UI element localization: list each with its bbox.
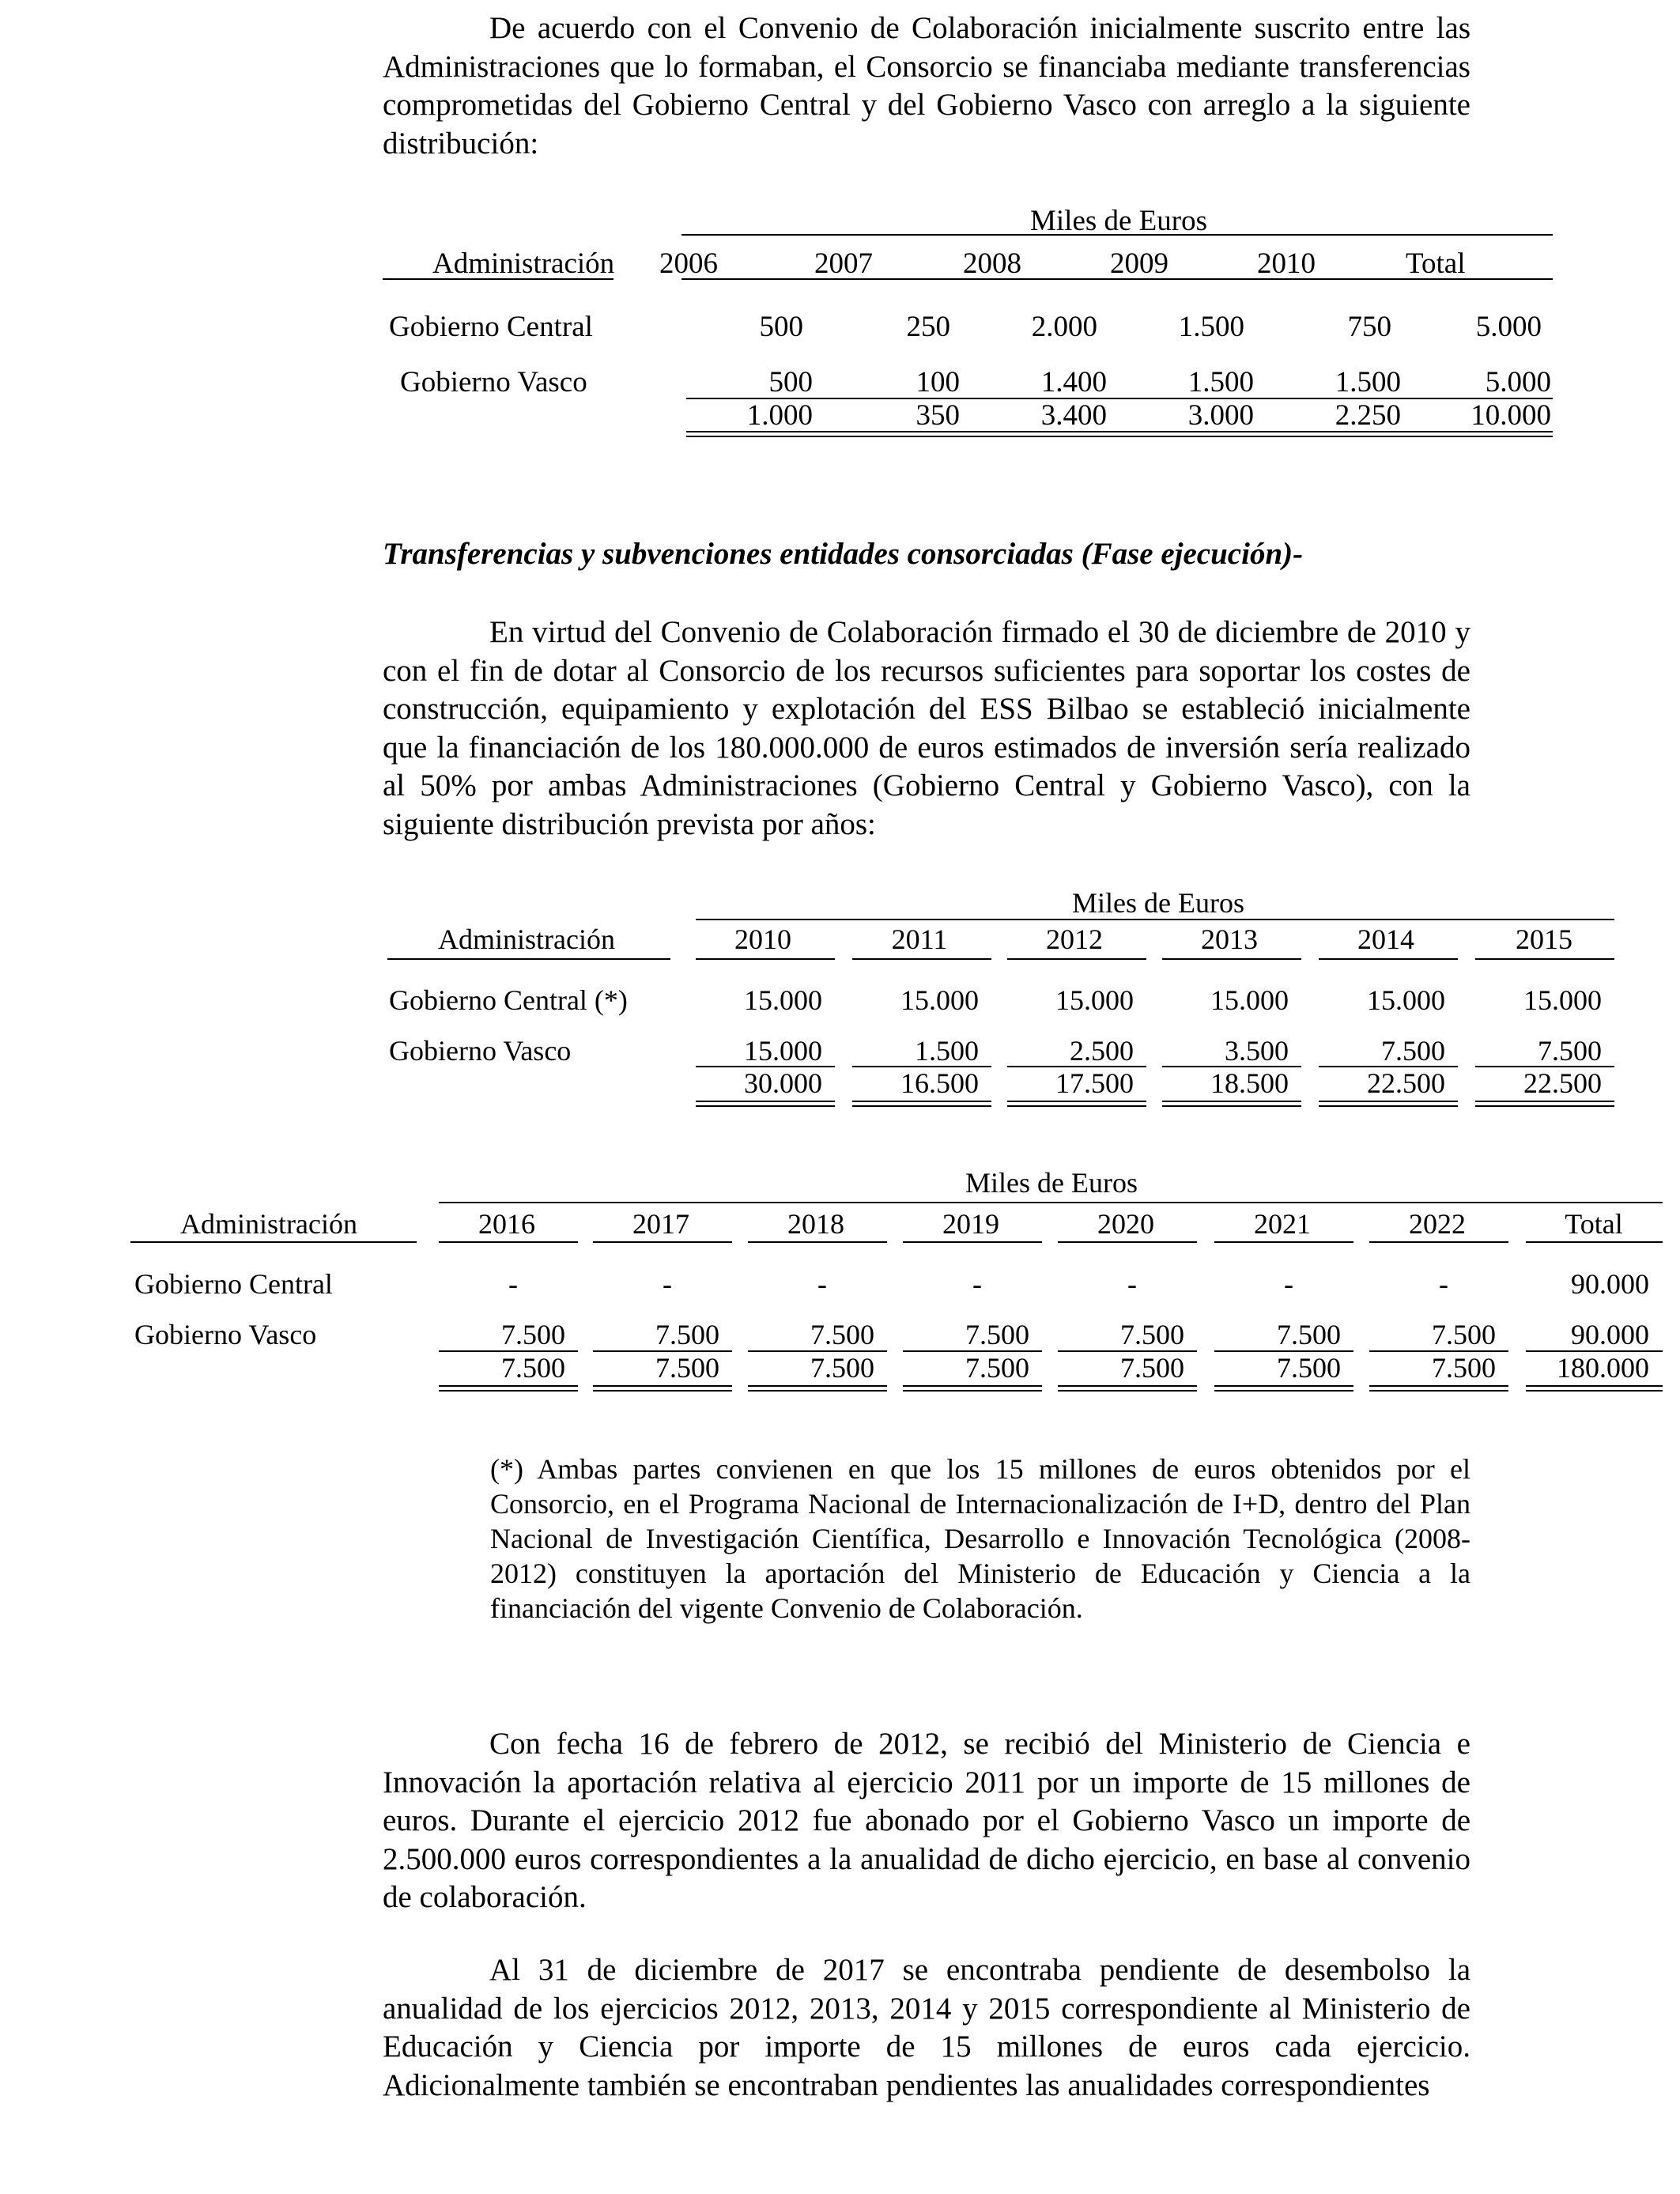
table1-subtotal-rule [686, 398, 1553, 399]
table3-unit-label: Miles de Euros [965, 1167, 1138, 1199]
table3-col-rule [1369, 1241, 1508, 1243]
table3-total-rule [748, 1385, 887, 1387]
table2-admin-rule [387, 958, 670, 960]
intro-paragraph [383, 9, 1470, 163]
table3-col-rule [903, 1241, 1042, 1243]
table2-total-cell: 22.500 [1523, 1067, 1602, 1099]
table3-total-rule-double [439, 1390, 578, 1392]
table3-header-2019: 2019 [942, 1208, 999, 1240]
table3-unit-rule [439, 1202, 1663, 1203]
table1-cell: 1.500 [1335, 366, 1401, 398]
table3-total-rule [1369, 1385, 1508, 1387]
table3-header-2018: 2018 [787, 1208, 844, 1240]
table3-cell: - [1284, 1268, 1293, 1300]
table1-unit-rule [681, 234, 1553, 236]
table2-cell: 15.000 [1210, 984, 1289, 1016]
table3-header-2020: 2020 [1097, 1208, 1154, 1240]
table1-cell: 500 [768, 366, 813, 398]
table2-cell: 1.500 [915, 1035, 979, 1067]
table1-row-label-vasco: Gobierno Vasco [400, 366, 587, 398]
table1-cell: 500 [759, 311, 803, 343]
table2-header-2014: 2014 [1357, 923, 1414, 955]
table3-total-cell: 7.500 [501, 1352, 565, 1384]
table2-total-rule [1162, 1101, 1301, 1102]
table2-cell: 15.000 [1367, 984, 1445, 1016]
table3-admin-rule [130, 1241, 417, 1243]
table3-cell: 90.000 [1571, 1319, 1649, 1350]
table3-col-rule [439, 1241, 578, 1243]
table2-total-rule-double [852, 1105, 991, 1107]
table2-header-2013: 2013 [1201, 923, 1258, 955]
table3-total-cell: 180.000 [1557, 1352, 1649, 1384]
table3-cell: 90.000 [1571, 1268, 1649, 1300]
table2-col-rule [1007, 958, 1146, 960]
table1-cell: 5.000 [1475, 311, 1542, 343]
table3-cell: 7.500 [1432, 1319, 1496, 1350]
table3-total-rule [1214, 1385, 1353, 1387]
table3-total-cell: 7.500 [1432, 1352, 1496, 1384]
table3-cell: 7.500 [501, 1319, 565, 1350]
table3-total-rule [1526, 1385, 1663, 1387]
table3-col-rule [1058, 1241, 1197, 1243]
table1-cell: 1.500 [1187, 366, 1254, 398]
table3-total-rule-double [1058, 1390, 1197, 1392]
table2-cell: 2.500 [1070, 1035, 1134, 1067]
table2-col-rule [852, 958, 991, 960]
table1-cell: 1.500 [1178, 311, 1244, 343]
table3-header-total: Total [1565, 1208, 1623, 1240]
table1-cell: 5.000 [1485, 366, 1551, 398]
table2-unit-label: Miles de Euros [1072, 887, 1244, 919]
table3-cell: 7.500 [965, 1319, 1029, 1350]
table1-unit-label: Miles de Euros [1029, 205, 1208, 237]
table1-header-total: Total [1406, 247, 1466, 280]
table2-header-2012: 2012 [1046, 923, 1103, 955]
table2-total-rule-double [1475, 1105, 1614, 1107]
table2-row-label-central: Gobierno Central (*) [389, 984, 628, 1016]
table3-col-rule [748, 1241, 887, 1243]
pendiente-paragraph [383, 1951, 1470, 2105]
table2-total-rule [696, 1101, 835, 1102]
convenio-paragraph [383, 614, 1470, 844]
table3-col-rule [593, 1241, 732, 1243]
pendiente-paragraph-text: Al 31 de diciembre de 2017 se encontraba pendiente de desembolso la anualidad de los ejercicios 2012, 2013, 2014 y 2015 correspondiente al Ministerio de Educación y Ciencia por importe de 15 millones de euros cada ejercicio. Adicionalmente también se encontraban pendientes las anualidades correspondientes [383, 1953, 1470, 2102]
table1-total-cell: 2.250 [1335, 399, 1401, 432]
table3-col-rule [1214, 1241, 1353, 1243]
table3-total-rule-double [593, 1390, 732, 1392]
ministerio-paragraph [383, 1725, 1470, 1917]
ministerio-paragraph-text: Con fecha 16 de febrero de 2012, se recibió del Ministerio de Ciencia e Innovación la aportación relativa al ejercicio 2011 por un importe de 15 millones de euros. Durante el ejercicio 2012 fue abonado por el Gobierno Vasco un importe de 2.500.000 euros correspondientes a la anualidad de dicho ejercicio, en base al convenio de colaboración. [383, 1727, 1470, 1914]
section-heading: Transferencias y subvenciones entidades consorciadas (Fase ejecución)- [383, 537, 1304, 571]
table2-total-rule-double [1319, 1105, 1458, 1107]
table3-total-cell: 7.500 [1277, 1352, 1341, 1384]
table1-total-cell: 3.400 [1040, 399, 1107, 432]
table3-cell: - [663, 1268, 672, 1300]
table3-cell: 7.500 [1277, 1319, 1341, 1350]
table1-header-2006: 2006 [659, 247, 718, 280]
table2-total-cell: 16.500 [900, 1067, 979, 1099]
table1-total-rule [686, 431, 1553, 432]
table3-total-rule [1058, 1385, 1197, 1387]
footnote: (*) Ambas partes convienen en que los 15 millones de euros obtenidos por el Consorcio, en el Programa Nacional de Internacionalización de I+D, dentro del Plan Nacional de Investigación Científica, Desarrollo e Innovación Tecnológica (2008-2012) constituyen la aportación del Ministerio de Educación y Ciencia a la financiación del vigente Convenio de Colaboración. [490, 1453, 1470, 1624]
table3-row-label-vasco: Gobierno Vasco [134, 1319, 317, 1350]
table3-cell: 7.500 [810, 1319, 874, 1350]
table2-cell: 15.000 [1055, 984, 1134, 1016]
table3-header-2022: 2022 [1409, 1208, 1466, 1240]
table2-total-cell: 18.500 [1210, 1067, 1289, 1099]
table3-row-label-central: Gobierno Central [134, 1268, 333, 1300]
table2-cell: 7.500 [1538, 1035, 1602, 1067]
table1-total-cell: 3.000 [1187, 399, 1254, 432]
table3-total-cell: 7.500 [1120, 1352, 1184, 1384]
table2-col-rule [696, 958, 835, 960]
table1-cell: 2.000 [1031, 311, 1097, 343]
table2-total-cell: 17.500 [1055, 1067, 1134, 1099]
table3-cell: 7.500 [1120, 1319, 1184, 1350]
table2-cell: 15.000 [900, 984, 979, 1016]
table2-header-2010: 2010 [734, 923, 791, 955]
table1-cell: 100 [916, 366, 960, 398]
table3-header-2017: 2017 [632, 1208, 689, 1240]
table2-col-rule [1319, 958, 1458, 960]
table2-total-rule-double [1162, 1105, 1301, 1107]
table3-admin-header: Administración [180, 1208, 357, 1240]
convenio-paragraph-text: En virtud del Convenio de Colaboración firmado el 30 de diciembre de 2010 y con el fin de dotar al Consorcio de los recursos suficientes para soportar los costes de construcción, equipamiento y explotación del ESS Bilbao se estableció inicialmente que la financiación de los 180.000.000 de euros estimados de inversión sería realizado al 50% por ambas Administraciones (Gobierno Central y Gobierno Vasco), con la siguiente distribución prevista por años: [383, 615, 1470, 841]
table2-total-rule [1475, 1101, 1614, 1102]
table2-cell: 15.000 [744, 984, 822, 1016]
table1-header-2010: 2010 [1257, 247, 1316, 280]
table1-total-rule-double [686, 436, 1553, 437]
table3-total-rule-double [1526, 1390, 1663, 1392]
table1-header-2008: 2008 [963, 247, 1021, 280]
table3-cell: 7.500 [655, 1319, 719, 1350]
table1-header-2007: 2007 [814, 247, 873, 280]
table3-total-rule [439, 1385, 578, 1387]
table3-total-rule-double [748, 1390, 887, 1392]
table3-total-cell: 7.500 [655, 1352, 719, 1384]
table2-header-2015: 2015 [1516, 923, 1572, 955]
table2-total-rule-double [696, 1105, 835, 1107]
table3-total-rule [593, 1385, 732, 1387]
table3-total-cell: 7.500 [965, 1352, 1029, 1384]
table3-cell: - [1439, 1268, 1448, 1300]
table2-total-rule-double [1007, 1105, 1146, 1107]
table1-cell: 750 [1347, 311, 1391, 343]
table3-total-cell: 7.500 [810, 1352, 874, 1384]
table2-col-rule [1475, 958, 1614, 960]
table2-cell: 15.000 [744, 1035, 822, 1067]
table3-cell: - [817, 1268, 827, 1300]
table2-cell: 15.000 [1523, 984, 1602, 1016]
table1-row-label-central: Gobierno Central [389, 311, 593, 343]
table2-cell: 3.500 [1225, 1035, 1289, 1067]
table2-total-cell: 22.500 [1367, 1067, 1445, 1099]
table1-cell: 250 [906, 311, 950, 343]
table1-admin-header: Administración [432, 247, 615, 280]
table1-total-cell: 1.000 [746, 399, 813, 432]
table2-row-label-vasco: Gobierno Vasco [389, 1035, 572, 1067]
table2-total-rule [1007, 1101, 1146, 1102]
table3-header-2016: 2016 [478, 1208, 535, 1240]
table2-cell: 7.500 [1381, 1035, 1445, 1067]
table2-total-rule [852, 1101, 991, 1102]
table3-total-rule [903, 1385, 1042, 1387]
table2-header-2011: 2011 [891, 923, 948, 955]
table3-total-rule-double [903, 1390, 1042, 1392]
intro-paragraph-text: De acuerdo con el Convenio de Colaboración inicialmente suscrito entre las Administraciones que lo formaban, el Consorcio se financiaba mediante transferencias comprometidas del Gobierno Central y del Gobierno Vasco con arreglo a la siguiente distribución: [383, 11, 1470, 160]
table3-col-rule [1526, 1241, 1663, 1243]
table2-total-cell: 30.000 [744, 1067, 822, 1099]
table3-cell: - [972, 1268, 982, 1300]
table3-cell: - [1127, 1268, 1137, 1300]
table3-cell: - [508, 1268, 518, 1300]
table1-header-2009: 2009 [1110, 247, 1168, 280]
table2-admin-header: Administración [438, 923, 615, 955]
table2-unit-rule [696, 919, 1614, 920]
table3-total-rule-double [1369, 1390, 1508, 1392]
table3-header-2021: 2021 [1254, 1208, 1311, 1240]
table1-total-cell: 350 [916, 399, 960, 432]
table2-col-rule [1162, 958, 1301, 960]
table1-total-cell: 10.000 [1470, 399, 1551, 432]
table3-total-rule-double [1214, 1390, 1353, 1392]
table1-cell: 1.400 [1040, 366, 1107, 398]
table2-total-rule [1319, 1101, 1458, 1102]
table1-admin-rule [383, 278, 613, 280]
